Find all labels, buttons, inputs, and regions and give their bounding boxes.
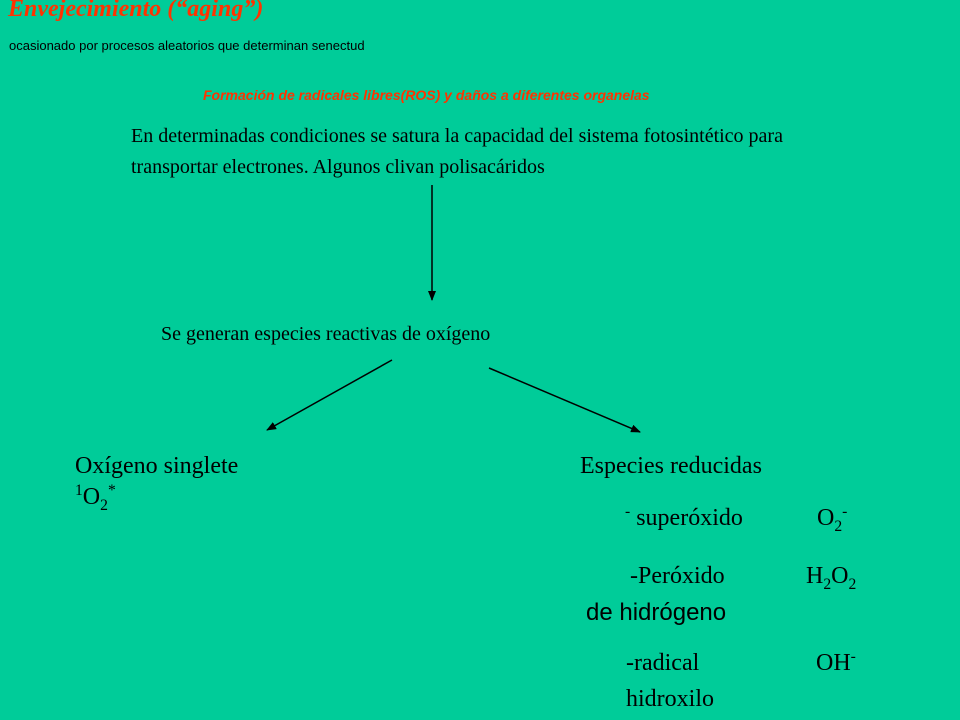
conditions-text: En determinadas condiciones se satura la capacidad del sistema fotosintético para transportar electrones. Algunos clivan polisacáridos	[131, 125, 783, 178]
singlet-oxygen-label: Oxígeno singlete	[75, 453, 239, 479]
hydroxyl-item: -radical OH-	[626, 648, 856, 676]
arrow-left	[267, 360, 392, 430]
singlet-oxygen-formula: $^1O_2^*$	[75, 482, 116, 514]
ros-heading: Formación de radicales libres(ROS) y daños a diferentes organelas	[203, 87, 650, 103]
arrow-right	[489, 368, 640, 432]
reduced-species-label: Especies reducidas	[580, 453, 762, 479]
slide-title: Envejecimiento (“aging”)	[8, 0, 264, 22]
hydroxyl-name-continued: hidroxilo	[626, 686, 714, 712]
peroxide-item: -Peróxido $H_2O_2$	[630, 563, 857, 593]
peroxide-formula: $H_2O_2$	[806, 563, 857, 593]
slide-subtitle: ocasionado por procesos aleatorios que determinan senectud	[9, 38, 365, 53]
hydroxyl-formula: OH-	[816, 648, 856, 676]
superoxide-item: - superóxido $O_2^-$	[625, 503, 848, 535]
ros-generated-text: Se generan especies reactivas de oxígeno	[161, 323, 491, 345]
superoxide-formula: $O_2^-$	[817, 503, 848, 535]
peroxide-name-continued: de hidrógeno	[586, 599, 727, 626]
